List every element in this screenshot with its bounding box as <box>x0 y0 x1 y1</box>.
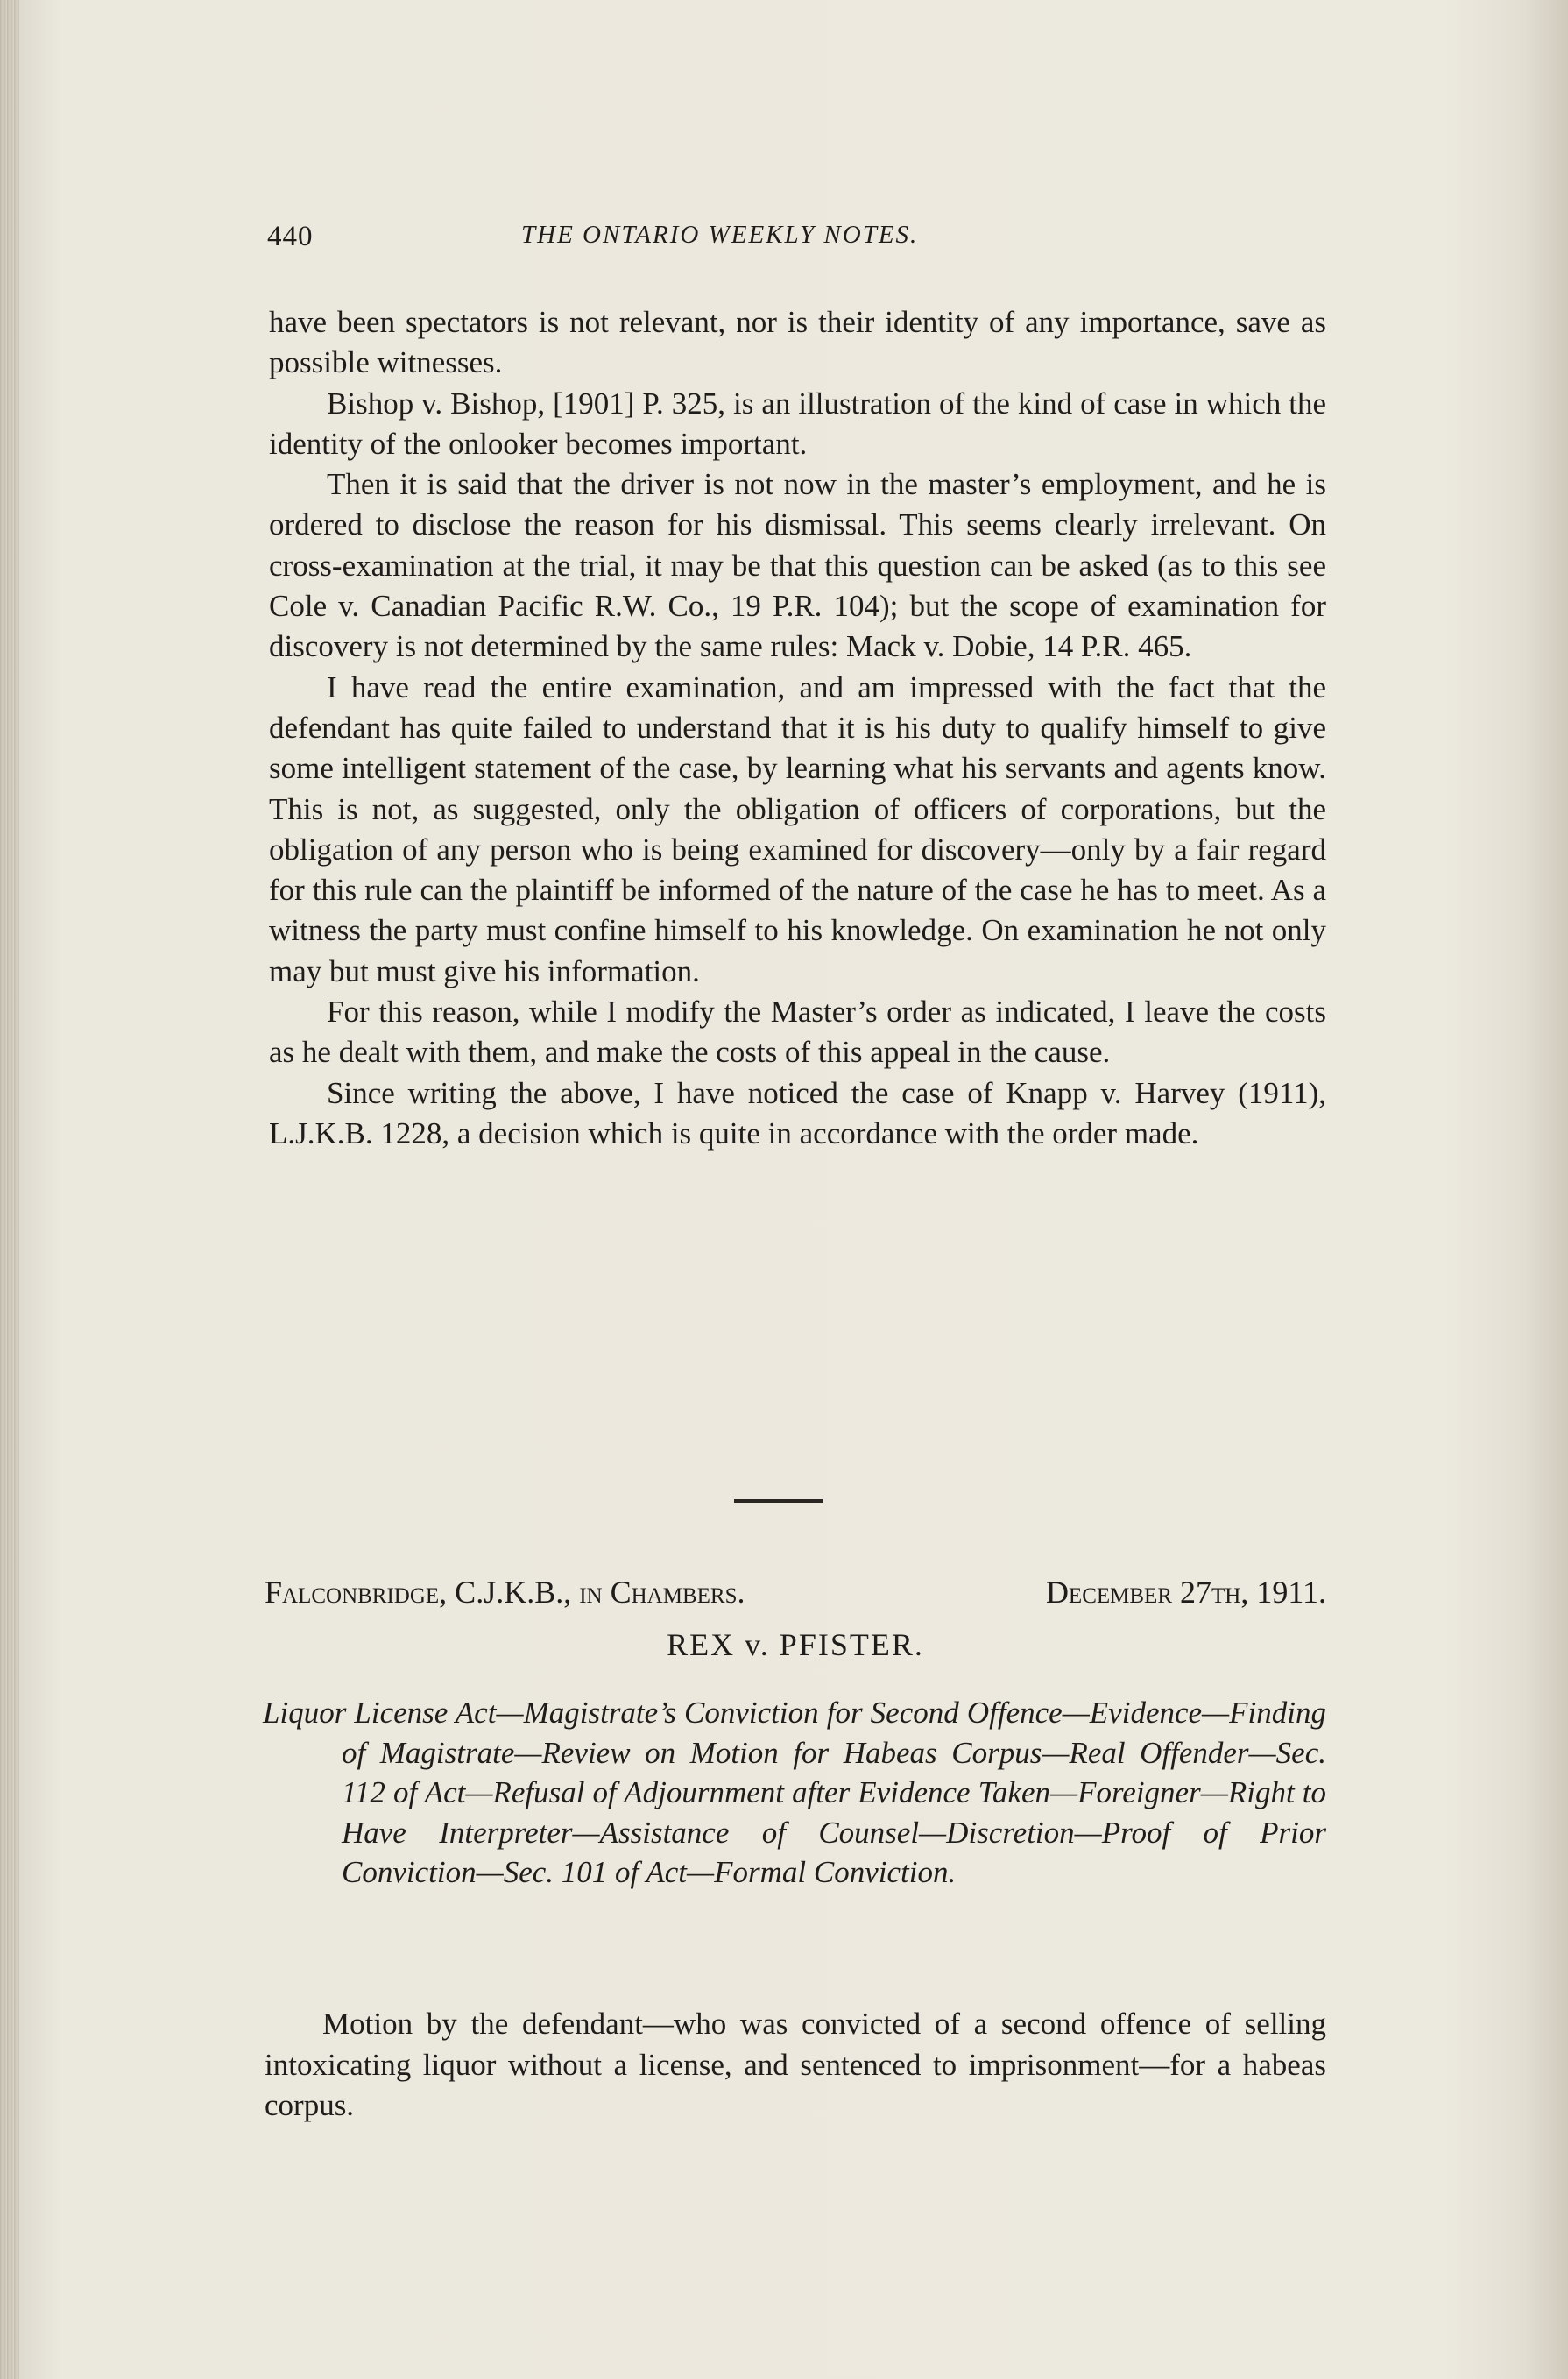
case-title: REX v. PFISTER. <box>667 1627 924 1662</box>
paragraph: Since writing the above, I have noticed the case of Knapp v. Harvey (1911), L.J.K.B. 1228, a decision which is quite in accordance with the order made. <box>269 1075 1326 1151</box>
court-judge: Falconbridge, C.J.K.B., in Chambers. <box>265 1575 745 1610</box>
paragraph: have been spectators is not relevant, nor is their identity of any importance, save as possible witnesses. <box>269 305 1326 380</box>
case-headnote: Liquor License Act—Magistrate’s Conviction for Second Offence—Evidence—Finding of Magistrate—Review on Motion for Habeas Corpus—Real Offender—Sec. 112 of Act—Refusal of Adjournment after Evidence Taken—Foreigner—Right to Have Interpreter—Assistance of Counsel—Discretion—Proof of Prior Conviction—Sec. 101 of Act—Formal Conviction. <box>263 1696 1326 1889</box>
page-number: 440 <box>267 221 314 252</box>
motion-paragraph: Motion by the defendant—who was convicted of a second offence of selling intoxicating liquor without a license, and sentenced to imprisonment—for a habeas corpus. <box>265 2007 1326 2122</box>
paragraph: Then it is said that the driver is not now in the master’s employment, and he is ordered to disclose the reason for his dismissal. This seems clearly irrelevant. On cross-examination at the trial, it may be that this question can be asked (as to this see Cole v. Canadian Pacific R.W. Co., 19 P.R. 104); but the scope of examination for discovery is not determined by the same rules: Mack v. Dobie, 14 P.R. 465. <box>269 467 1326 664</box>
case-court-line <box>265 1574 1326 1611</box>
paragraph: For this reason, while I modify the Master’s order as indicated, I leave the costs as he dealt with them, and make the costs of this appeal in the cause. <box>269 995 1326 1070</box>
section-divider <box>734 1499 823 1503</box>
body-text <box>269 302 1326 1154</box>
paragraph: Bishop v. Bishop, [1901] P. 325, is an illustration of the kind of case in which the identity of the onlooker becomes important. <box>269 386 1326 461</box>
running-head <box>267 221 1327 265</box>
case-date: December 27th, 1911. <box>1045 1575 1326 1610</box>
paragraph: I have read the entire examination, and am impressed with the fact that the defendant has quite failed to understand that it is his duty to qualify himself to give some intelligent statement of the case, by learning what his servants and agents know. This is not, as suggested, only the obligation of officers of corporations, but the obligation of any person who is being examined for discovery—only by a fair regard for this rule can the plaintiff be informed of the nature of the case he has to meet. As a witness the party must confine himself to his knowledge. On examination he not only may but must give his information. <box>269 669 1326 988</box>
binding-edge <box>0 0 19 2379</box>
journal-title: THE ONTARIO WEEKLY NOTES. <box>521 221 919 249</box>
